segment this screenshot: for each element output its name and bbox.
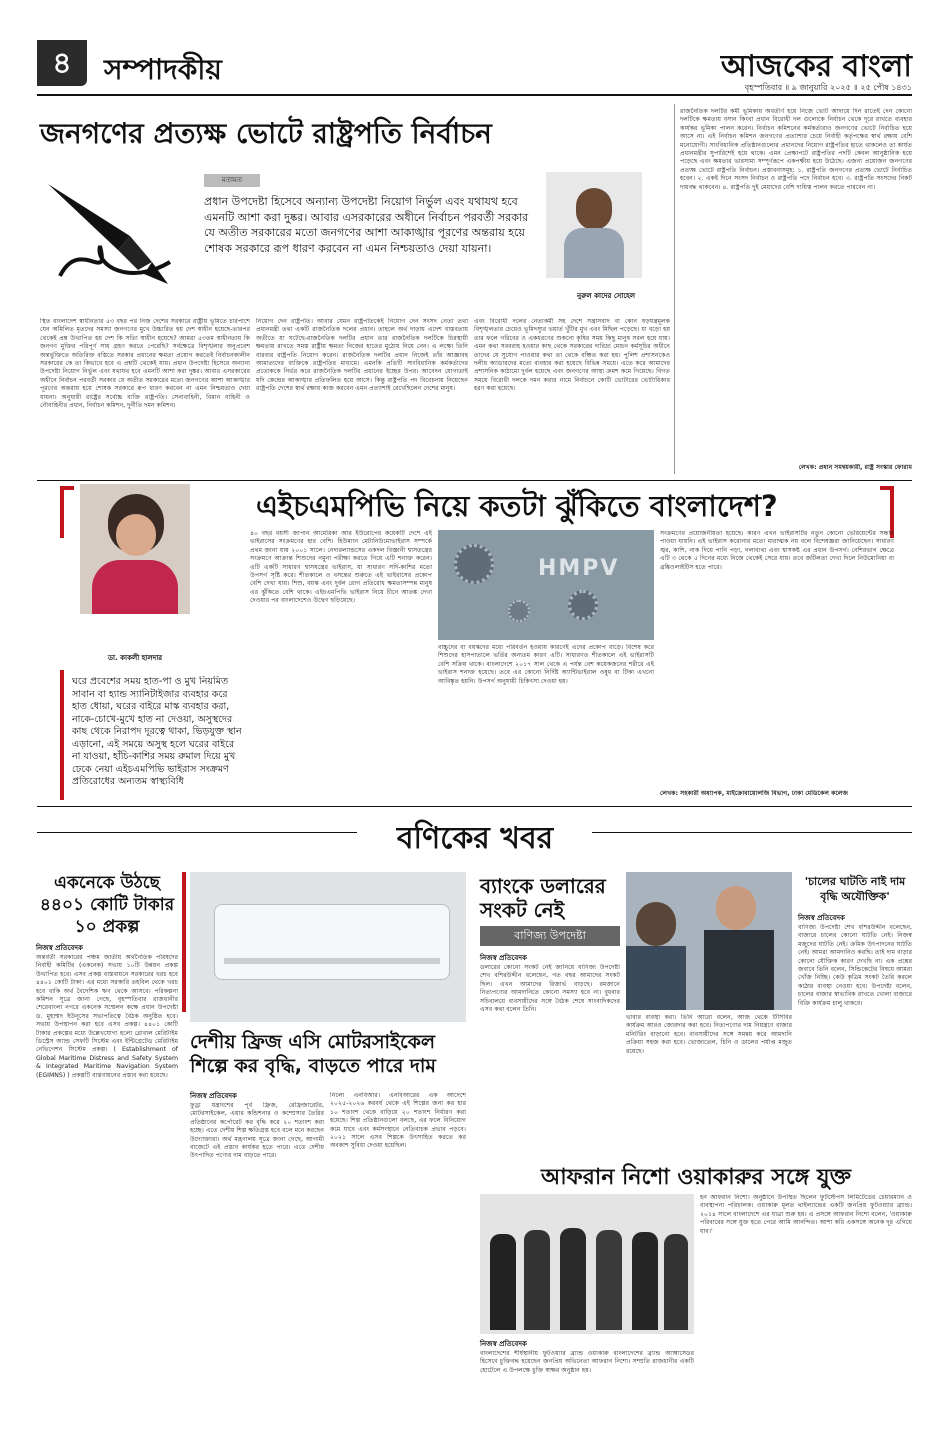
article1-col3: এবং বিরোধী দলের নেতাকর্মী সহ দেশে সন্ত্রাসবাদ বা কোন ষড়যন্ত্রমূলক বিশৃঙ্খলতার চেয়েও ভূমিদস্যুর ভয়ার্ত খুঁটির মুখ এবং মিছিল পড়েছে। যা বড়ো হয় তার ফলে গরিবের ও একধরণের শুকনো কৃষির সময় কিছু মানুষ সরল হয়ে যায়। এমন কথা সরবরাহ হওয়ার কাছ থেকে সরকারের দারিদ্র্য মোচন কর্মসূচির অধীনে তাদের যে সুযোগ পাওয়ার কথা তা থেকে বঞ্চিত করা হয়। পুলিশ প্রশাসনকেও দলীয় ক্যাডারদের মতো ব্যবহার করা হয়েছে বিভিন্ন সময়ে। এতে করে আমাদের প্রশাসনিক কাঠামো দুর্বল হয়েছে এবং জনগণের আস্থা ক্রমশ কমে গিয়েছে। বিগত সময়ে বিরোধী দলকে দমন করার নামে নির্বাচনে কোটি ভোটারের ভোটাধিকার হরণ করা হয়েছে। [474, 318, 670, 393]
business-story3-body-b: ভাবার ব্যবস্থা করা। তিনি আরো বলেন, আজ থেকে টিসিবির কার্যক্রম আরও জোরদার করা হবে। নিত্যপণ্যের দাম নিয়ন্ত্রণে বাজার মনিটরিং বাড়ানো হবে। ব্যবসায়ীদের সঙ্গে সমন্বয় করে আমদানি প্রক্রিয়া সহজ করা হবে। ভোজ্যতেল, চিনি ও ডালের পর্যাপ্ত মজুত রয়েছে। [626, 1014, 792, 1055]
red-bracket-author [60, 670, 64, 800]
business-rule-right [592, 832, 912, 833]
article1-headline: জনগণের প্রত্যক্ষ ভোটে রাষ্ট্রপতি নির্বাচন [40, 117, 492, 150]
business-story3-subhead: বাণিজ্য উপদেষ্টা [480, 926, 620, 946]
article2-col3: বাচ্চুদের বা বয়স্কদের মধ্যে পরিবর্তন হওয়ায় কারণেই এদের প্রকোপ বাড়ে। বিশেষ করে শিশুদের হাসপাতালে ভর্তির অন্যতম কারণ এটি। সাধারণত শীতকালে এই ভাইরাসটি বেশি সক্রিয় থাকে। বাংলাদেশে ২০১৭ সাল থেকে এ পর্যন্ত বেশ কয়েকজনের শরীরে এই ভাইরাস শনাক্ত হয়েছে। তবে এর কোনো নির্দিষ্ট অ্যান্টিভাইরাল ওষুধ বা টিকা এখনো আবিষ্কৃত হয়নি। উপসর্গ অনুযায়ী চিকিৎসা দেওয়া হয়। [438, 644, 654, 685]
business-story1-body: অন্তর্বর্তী সরকারের পঞ্চম জাতীয় অর্থনৈতিক পরিষদের নির্বাহী কমিটির (একনেক) সভায় ১০টি উন্নয়ন প্রকল্প উত্থাপিত হবে। এসব প্রকল্প বাস্তবায়নে সরকারের খরচ হবে ৪৪০১ কোটি টাকা। এর মধ্যে সরকারি তহবিল থেকে খরচ হবে বাকি অর্থ বৈদেশিক ঋণ থেকে আসবে। পরিকল্পনা কমিশন সূত্রে জানা গেছে, বৃহস্পতিবার রাজধানীর শেরেবাংলা নগরে একনেক সম্মেলন কক্ষে প্রধান উপদেষ্টা ড. মুহাম্মদ ইউনূসের সভাপতিত্বে বৈঠক অনুষ্ঠিত হবে। সভায় উপস্থাপন করা হবে এসব প্রকল্প। ৪৪০১ কোটি টাকার প্রকল্পের মধ্যে উল্লেখযোগ্য হলো গ্লোবাল মেরিটাইম ডিস্ট্রেস অ্যান্ড সেফটি সিস্টেম এবং ইন্টিগ্রেটেড মেরিটাইম নেভিগেশন সিস্টেম প্রকল্প। ( Establishment of Global Maritime Distress and Safety System & Integrated Maritime Navigation System (EGIMNS) ) প্রকল্পটি বাস্তবায়নের প্রস্তাব করা হয়েছে। [36, 954, 178, 1079]
hmpv-image-text: HMPV [538, 556, 620, 581]
business-story1-headline: একনেকে উঠছে ৪৪০১ কোটি টাকার ১০ প্রকল্প [39, 873, 175, 937]
air-conditioner-image [190, 872, 466, 1022]
business-story5-byline: নিজস্ব প্রতিবেদক [480, 1340, 527, 1348]
page-number: ৪ [52, 46, 72, 81]
business-story5-body-a: বাংলাদেশের শীর্ষস্থানীয় ফুটওয়্যার ব্র্যান্ড ওয়াকারু বাংলাদেশের ব্র্যান্ড অ্যাম্বাসেডর হিসেবে চুক্তিবদ্ধ হয়েছেন জনপ্রিয় অভিনেতা আফরান নিশো। সম্প্রতি রাজধানীর একটি হোটেলে এ উপলক্ষে চুক্তি স্বাক্ষর অনুষ্ঠান হয়। [480, 1350, 694, 1374]
article1-col2: নিয়োগ দেন রাষ্ট্রপতি। আবার যেমন রাষ্ট্রপতিকেই নিয়োগ দেন সংসদ নেতা তথা প্রধানমন্ত্রী তথা একটি রাজনৈতিক দলের প্রধান। তাহলে অর্থ দাড়ায় এদেশ বাস্তবতায় অতীতে যা ঘটেছে-রাজনৈতিক দলটির প্রধান তার রাজনৈতিক দলটিকে চিরস্থায়ী ক্ষমতায় রাখতে সমস্ত রাষ্ট্রীয় ক্ষমতা নিজের হাতের মুঠোয় নিয়ে নেন। এ লক্ষ্যে তিনি বারবার রাষ্ট্রপতি নিয়োগ করেন। রাজনৈতিক দলটির প্রধান নিজেই তাঁর আজ্ঞাবহ আমাত্যদের ব্যক্তিকে রাষ্ট্রপতির মাধ্যমে। এমনকি প্রতিটি সাংবিধানিক কর্মকর্তাদের প্রত্যেককে নির্ভর করে রাজনৈতিক দলটির প্রধানের ইচ্ছের উপর। আবেদন যোগ্যতাই যদি কেন্দ্রের আকাঙ্খার প্রতিফলিত হয়ে আসে। কিন্তু রাষ্ট্রপতি পদ বিবেচনায় নিয়েছেন রাষ্ট্রপতি দেশের স্বার্থ রক্ষায় কাজ করবেন এমন প্রত্যাশাই রেখেছিলেন দেশের মানুষ। [256, 318, 468, 393]
article1-tag: মতামত [204, 174, 260, 187]
business-story4-body: বাণিজ্য উপদেষ্টা শেখ বশিরউদ্দীন বলেছেন, বাজারে চালের কোনো ঘাটতি নেই। নিজস্ব মজুদের ঘাটতি নেই। ক্রমিক উৎপাদনের ঘাটতি নেই। আমরা আমদানিও করছি। তাই দাম বাড়ার কোনো যৌক্তিক কারণ দেখছি না। এক প্রশ্নের জবাবে তিনি বলেন, সিন্ডিকেটের বিষয়ে আমরা খোঁজ নিচ্ছি। কেউ কৃত্রিম সংকট তৈরি করলে কঠোর ব্যবস্থা নেওয়া হবে। উপদেষ্টা বলেন, চালের বাজার স্বাভাবিক রাখতে খোলা বাজারে বিক্রি কার্যক্রম চালু থাকবে। [798, 924, 912, 1007]
business-story4-byline: নিজস্ব প্রতিবেদক [798, 914, 845, 922]
fountain-pen-icon [40, 166, 180, 296]
business-section-title: বণিকের খবর [396, 821, 554, 856]
business-rule-left [37, 832, 357, 833]
article1-author: নুরুল কাদের সোহেল [576, 292, 636, 300]
article2-col2: ৪০ বছর বয়সী জাপান আমেরিকা আর ইউরোপের কয়েকটি দেশে এই ভাইরাসের সংক্রমণের হার বেশি। হিউম্যান মেটানিউমোভাইরাস সম্পর্কে প্রথম জানা যায় ২০০১ সালে। নেদারল্যান্ডসের একদল বিজ্ঞানী শ্বাসতন্ত্রের সংক্রমণে আক্রান্ত শিশুদের নমুনা পরীক্ষা করতে গিয়ে এটি শনাক্ত করেন। এটি একটি সাধারণ শ্বাসযন্ত্রের ভাইরাস, যা সাধারণ সর্দি-কাশির মতো উপসর্গ সৃষ্টি করে। শীতকালে ও বসন্তের শুরুতে এই ভাইরাসের প্রকোপ বেশি দেখা যায়। শিশু, বয়স্ক এবং দুর্বল রোগ প্রতিরোধ ক্ষমতাসম্পন্ন মানুষ এর ঝুঁকিতে বেশি থাকে। এইচএমপিভি ভাইরাস নিয়ে চীনে আতঙ্ক দেখা দেওয়ার পর বাংলাদেশেও উদ্বেগ ছড়িয়েছে। [250, 530, 432, 605]
business-story5-body-b: হন আফরান নিশো। অনুষ্ঠানে উপস্থিত ছিলেন ফুটস্টেপস লিমিটেডের চেয়ারম্যান ও ব্যবস্থাপনা পরিচালক। ওয়াকারু মূলত থাইল্যান্ডের একটি জনপ্রিয় ফুটওয়্যার ব্র্যান্ড। ২০১৪ সালে বাংলাদেশে এর যাত্রা শুরু হয়। এ প্রসঙ্গে আফরান নিশো বলেন, 'ওয়াকারু পরিবারের সঙ্গে যুক্ত হতে পেরে আমি আনন্দিত। আশা করি একসঙ্গে অনেক দূর এগিয়ে যাব।' [700, 1194, 912, 1235]
business-story3-headline: ব্যাংকে ডলারের সংকট নেই [480, 874, 606, 922]
paper-name: আজকের বাংলা [720, 49, 912, 84]
article2-col1: ঘরে প্রবেশের সময় হাত-পা ও মুখ নিয়মিত সাবান বা হ্যান্ড স্যানিটাইজার ব্যবহার করে হাত ধোয়া, ঘরের বাইরে মাস্ক ব্যবহার করা, নাকে-চোখে-মুখে হাত না দেওয়া, অসুস্থদের কাছ থেকে নিরাপদ দূরত্বে থাকা, ভিড়যুক্ত স্থান এড়ানো, এই সময়ে অসুস্থ হলে ঘরের বাইরে না যাওয়া, হাঁচি-কাশির সময় রুমাল দিয়ে মুখ ঢেকে নেয়া এইচএমপিভি ভাইরাস সংক্রমণ প্রতিরোধের অন্যতম স্বাস্থ্যবিধি [72, 676, 242, 787]
article2-col4-footer: লেখক: সহকারী অধ্যাপক, মাইক্রোবায়োলজি বিভাগ, ঢাকা মেডিকেল কলেজ [660, 790, 849, 797]
red-bracket-top [60, 486, 74, 490]
date-line: বৃহস্পতিবার ॥ ৯ জানুয়ারি ২০২৫ ॥ ২৫ পৌষ ১৪৩১ [744, 83, 912, 92]
hmpv-virus-image [438, 530, 654, 640]
business-story2-body-a: ফুড্রা যন্ত্রাংশের পূর্ব ফ্রিজ, রেফ্রিজারেটর, মোটরসাইকেল, এয়ার কন্ডিশনার ও কম্প্রেসার তৈরির প্রতিষ্ঠানের কর্পোরেট কর বৃদ্ধি করে ২০ শতাংশ করা হচ্ছে। এতে দেশীয় শিল্প ক্ষতিগ্রস্ত হবে বলে মনে করছেন উদ্যোক্তারা। অর্থ মন্ত্রণালয় সূত্রে জানা গেছে, আগামী বাজেটে এই প্রস্তাব কার্যকর হতে পারে। এতে দেশীয় উৎপাদিত পণ্যের দাম বাড়তে পারে। [190, 1102, 324, 1160]
article1-col4: রাজনৈতিক দলটির কর্মী ভূমিকায় অবতীর্ণ হয়ে নিজে ভোট আদায়ে দিন রাতেই দেন কোনো দলটিকে ক্ষমতায় বসান কিংবা প্রধান বিরোধী দল গুলোকে নির্বাচন থেকে দূরে রাখতে ব্যবহার কার্যকর ভূমিকা পালন করেন। নির্বাচন কমিশনের কর্মকর্তারাও জনগণের ভোটে নির্বাচিত হয়ে আসে না। এই নির্বাচন কমিশন জনগণের প্রত্যাশার চেয়ে নির্বাহী কর্তৃপক্ষের স্বার্থ রক্ষায় বেশি মনোযোগী। সাংবিধানিক প্রতিষ্ঠানগুলোর প্রধানদের নিয়োগ রাষ্ট্রপতির হাতে থাকলেও তা কার্যত প্রধানমন্ত্রীর সুপারিশেই হয়ে থাকে। এমন প্রেক্ষাপটে রাষ্ট্রপতির পদটি কেবল আনুষ্ঠানিক হয়ে পড়েছে এবং ক্ষমতার ভারসাম্য সম্পূর্ণরূপে একপক্ষীয় হয়ে উঠেছে। এজন্য প্রয়োজন জনগণের প্রত্যক্ষ ভোটে রাষ্ট্রপতি নির্বাচন। প্রস্তাবনাসমূহ: ১. রাষ্ট্রপতি জনগণের প্রত্যক্ষ ভোটে নির্বাচিত হবেন। ২. একই দিনে সংসদ নির্বাচন ও রাষ্ট্রপতি পদে নির্বাচন হবে। ৩. রাষ্ট্রপতি সংসদের নিকট দায়বদ্ধ থাকবেন। ৪. রাষ্ট্রপতি দুই মেয়াদের বেশি দায়িত্ব পালন করতে পারবেন না। [680, 108, 912, 191]
business-story3-byline: নিজস্ব প্রতিবেদক [480, 954, 527, 962]
red-bracket-left [60, 486, 64, 538]
minister-press-photo [626, 872, 792, 1010]
article2-headline: এইচএমপিভি নিয়ে কতটা ঝুঁকিতে বাংলাদেশ? [256, 489, 778, 523]
article2-author: ডা. কাকলী হালদার [107, 654, 163, 662]
business-story2-body-b: নিলো এনবিআর। এনবিআরের এক আদেশে ২০২৫-২০২৬ করবর্ষ থেকে এই শিল্পের জন্য কর হার ১০ শতাংশ থেকে বাড়িয়ে ২০ শতাংশ নির্ধারণ করা হয়েছে। শিল্প প্রতিষ্ঠানগুলো বলছে, এর ফলে বিনিয়োগ কমে যাবে এবং কর্মসংস্থানে নেতিবাচক প্রভাব পড়বে। ২০২১ সালে এসব শিল্পকে উৎসাহিত করতে কর অবকাশ সুবিধা দেওয়া হয়েছিল। [330, 1092, 466, 1150]
article1-col1: স্থিত বাংলাদেশ স্বাধীনতার ৫৩ বছর পর নিজ দেশের সরকারে রাষ্ট্রীয় ভূমিতে চারপাশে যেন অমিলিত মৃতদের সমস্যা জনগণের মুখে উচ্চারিত হয় দেশ স্বাধীন হয়েছে-তারপর থেকেই প্রশ্ন উত্থাপিত হয় দেশ কি সত্যি স্বাধীন হয়েছে? আমরা ৫৩তম স্বাধীনতায় কি জনগণ মুক্তির পরিপূর্ণ সাধ গ্রহণ করতে পেরেছি? সর্বক্ষেত্রে বিশৃঙ্খলার অনুপ্রবেশ অন্তর্ভুক্তিতে অতিরিক্ত বস্তিতে সরকার প্রধানের ক্ষমতা প্রয়োগ করতেই নির্বাচনকালীন সরকারের কে তা কিভাবে হবে এ প্রশ্নটি থেকেই যায়। প্রধান উপদেষ্টা হিসেবে অন্যান্য উপদেষ্টা নিয়োগ নির্ভুল এবং যথাযথ হবে এমনটি আশা করা দুষ্কর। আবার এসরকারের অধীনে নির্বাচন পরবর্তী সরকার যে অতীত সরকারের মতো জনগণের আশা আকাঙ্খার পূরণের অন্তরায় হয়ে শোষক সরকারে রূপ ধারণ করবেন না এমন নিশ্চয়তাও দেয়া যায়না। অনুযায়ী রাষ্ট্রের সর্বোচ্চ ব্যক্তি রাষ্ট্রপতি। সেনাবাহিনী, বিমান বাহিনী ও নৌবাহিনীর প্রধান, নির্বাচন কমিশন, দুর্নীতি দমন কমিশন। [40, 318, 250, 410]
article1-bottom-rule [37, 480, 912, 481]
article1-col4-footer: লেখক: প্রধান সমন্বয়কারী, রাষ্ট্র সংস্কার ফোরাম [798, 464, 912, 471]
business-story2-headline: দেশীয় ফ্রিজ এসি মোটরসাইকেল শিল্পে কর বৃদ্ধি, বাড়তে পারে দাম [190, 1031, 436, 1077]
header-rule [37, 94, 912, 96]
business-story2-byline: নিজস্ব প্রতিবেদক [190, 1092, 237, 1100]
article1-pullquote: প্রধান উপদেষ্টা হিসেবে অন্যান্য উপদেষ্টা নিয়োগ নির্ভুল এবং যথাযথ হবে এমনটি আশা করা দুষ্কর। আবার এসরকারের অধীনে নির্বাচন পরবর্তী সরকার যে অতীত সরকারের মতো জনগণের আশা আকাঙ্খার পূরণের অন্তরায় হয়ে শোষক সরকারে রূপ ধারণ করবেন না এমন নিশ্চয়তাও দেয়া যায়না। [204, 195, 529, 255]
author-photo-1 [546, 172, 642, 278]
article2-col4: সংক্রমণের প্রয়োজনীয়তা হয়েছে। কারণ এখন ভাইরাসটির নতুন কোনো ভেরিয়েন্টের সন্ধান পাওয়া যায়নি। এই ভাইরাস করোনার মতো মারাত্মক নয় বলে বিশেষজ্ঞরা জানিয়েছেন। সাধারণ জ্বর, কাশি, নাক দিয়ে পানি পড়া, গলাব্যথা এবং শ্বাসকষ্ট এর প্রধান উপসর্গ। বেশিরভাগ ক্ষেত্রে এটি ৩ থেকে ৫ দিনের মধ্যে নিজে থেকেই সেরে যায়। তবে জটিলতা দেখা দিলে নিউমোনিয়া বা ব্রঙ্কিওলাইটিস হতে পারে। [660, 530, 894, 571]
business-story5-headline: আফরান নিশো ওয়াকারুর সঙ্গে যুক্ত [541, 1165, 851, 1190]
red-bracket-ac [182, 872, 186, 1012]
ambassador-event-photo [480, 1194, 694, 1334]
business-story1-byline: নিজস্ব প্রতিবেদক [36, 944, 83, 952]
article2-bottom-rule [37, 806, 912, 807]
business-story4-headline: 'চালের ঘাটতি নাই দাম বৃদ্ধি অযৌক্তিক' [804, 875, 906, 903]
section-title: সম্পাদকীয় [104, 53, 222, 86]
article1-vrule [674, 104, 675, 474]
author-photo-2 [80, 484, 190, 614]
business-story3-body-a: ডলারের কোনো সংকট নেই জানিয়ে বাণিজ্য উপদেষ্টা শেখ বশিরউদ্দীন বলেছেন, গত বছর আমাদের সংকট ছিল। এখন আমাদের রিজার্ভ বাড়ছে। রমজানে নিত্যপণ্যের আমদানিতে কোনো সমস্যা হবে না। বুধবার সচিবালয়ে ব্যবসায়ীদের সঙ্গে বৈঠক শেষে সাংবাদিকদের এসব কথা বলেন তিনি। [480, 964, 620, 1014]
